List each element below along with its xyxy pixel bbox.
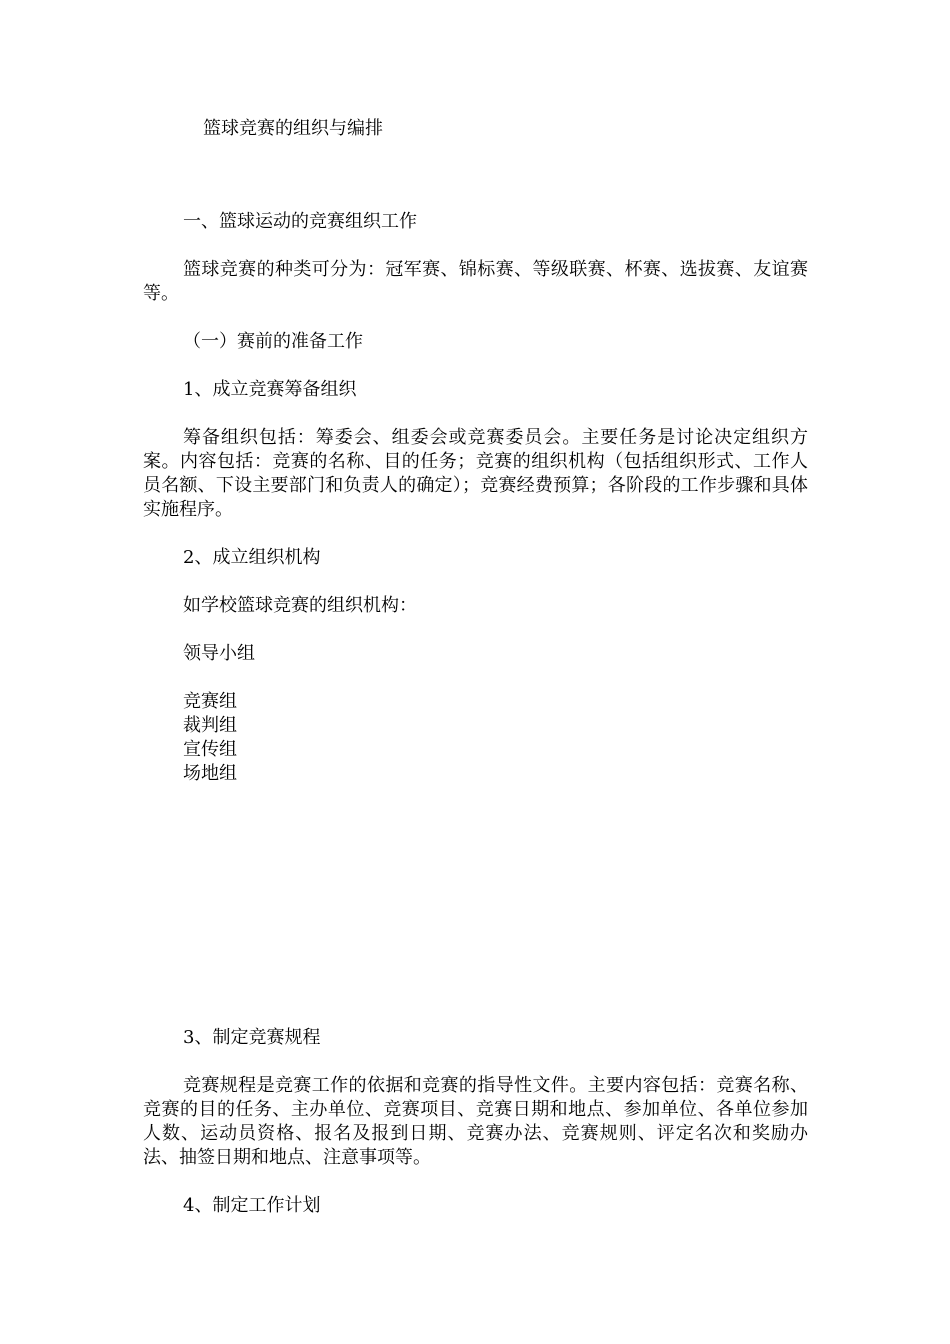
item-heading-2: 2、成立组织机构 (183, 547, 321, 568)
group-item: 竞赛组 (183, 691, 237, 712)
group-item: 场地组 (183, 763, 237, 784)
item-heading-4: 4、制定工作计划 (183, 1195, 321, 1216)
group-item: 宣传组 (183, 739, 237, 760)
section-heading: 一、篮球运动的竞赛组织工作 (183, 211, 417, 232)
group-list (183, 690, 237, 786)
item-heading-1: 1、成立竞赛筹备组织 (183, 379, 357, 400)
item-intro-2: 如学校篮球竞赛的组织机构： (183, 595, 417, 616)
leadership-group: 领导小组 (183, 643, 255, 664)
item-heading-3: 3、制定竞赛规程 (183, 1027, 321, 1048)
group-item: 裁判组 (183, 715, 237, 736)
item-body-3: 竞赛规程是竞赛工作的依据和竞赛的指导性文件。主要内容包括：竞赛名称、竞赛的目的任务、主办单位、竞赛项目、竞赛日期和地点、参加单位、各单位参加人数、运动员资格、报名及报到日期、竞赛办法、竞赛规则、评定名次和奖励办法、抽签日期和地点、注意事项等。 (143, 1075, 808, 1168)
item-body-1: 筹备组织包括：筹委会、组委会或竞赛委员会。主要任务是讨论决定组织方案。内容包括：竞赛的名称、目的任务；竞赛的组织机构（包括组织形式、工作人员名额、下设主要部门和负责人的确定）；竞赛经费预算；各阶段的工作步骤和具体实施程序。 (143, 427, 808, 520)
document-title: 篮球竞赛的组织与编排 (203, 118, 383, 139)
competition-types-paragraph: 篮球竞赛的种类可分为：冠军赛、锦标赛、等级联赛、杯赛、选拔赛、友谊赛等。 (143, 259, 808, 304)
subsection-heading: （一）赛前的准备工作 (183, 331, 363, 352)
